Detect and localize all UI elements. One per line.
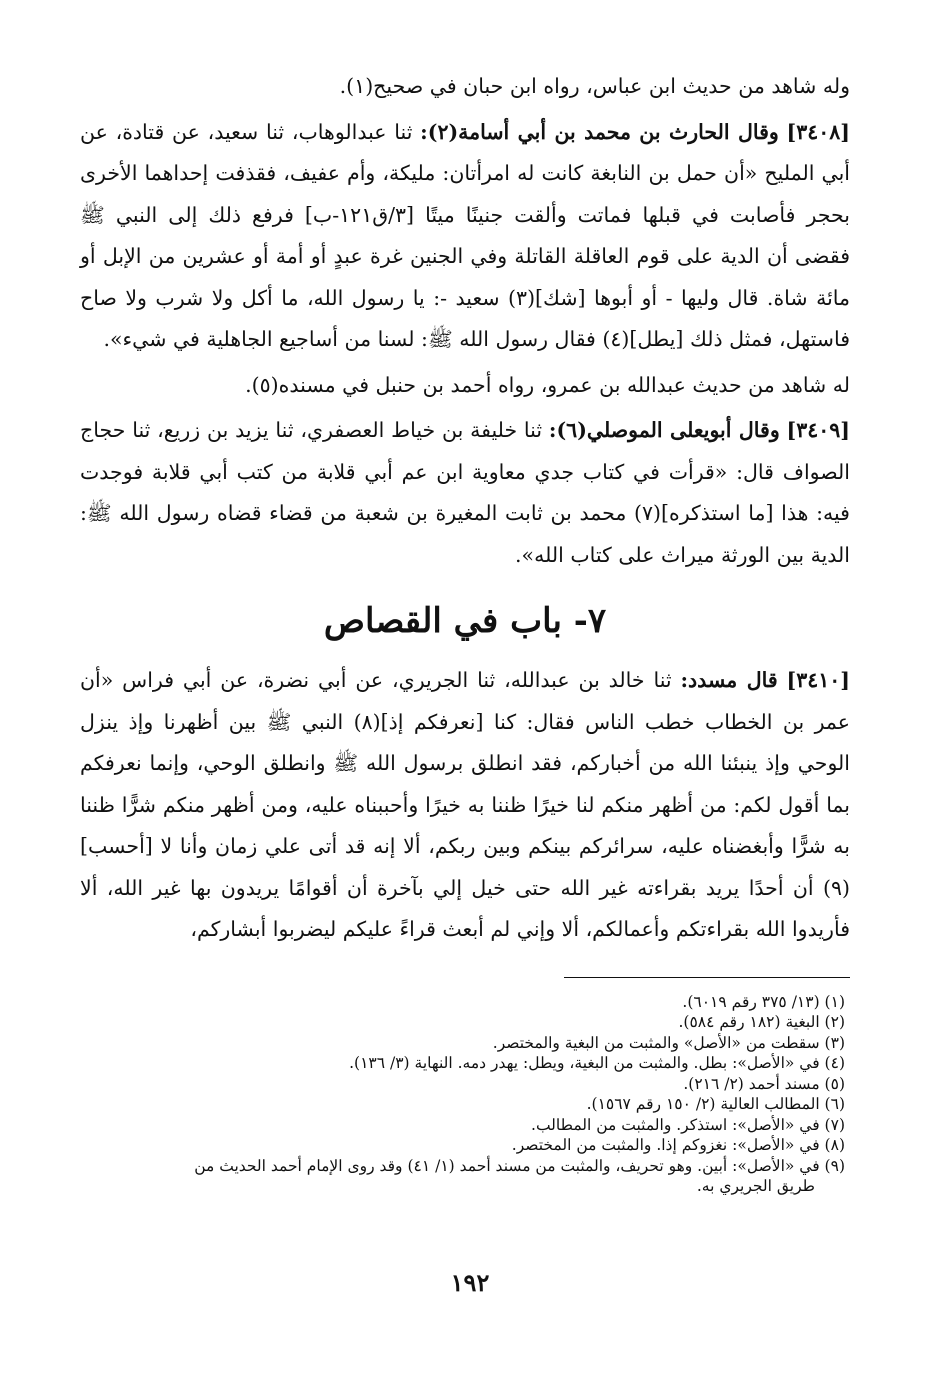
hadith-number: [٣٤٠٨]	[786, 119, 850, 144]
footnotes	[80, 992, 850, 1197]
footnote-6: (٦) المطالب العالية (٢/ ١٥٠ رقم ١٥٦٧).	[586, 1095, 845, 1113]
footnote-9: (٩) في «الأصل»: أبين. وهو تحريف، والمثبت من مسند أحمد (١/ ٤١) وقد روى الإمام أحمد الحديث من	[194, 1156, 845, 1175]
chapter-title: ٧- باب في القصاص	[323, 601, 607, 641]
footnote-8: (٨) في «الأصل»: نغزوكم إذا. والمثبت من المختصر.	[511, 1136, 845, 1154]
footnote-1: (١) (١٣/ ٣٧٥ رقم ٦٠١٩).	[682, 992, 845, 1011]
footnote-5: (٥) مسند أحمد (٢/ ٢١٦).	[683, 1074, 845, 1093]
footnote-7: (٧) في «الأصل»: استذكر. والمثبت من المطالب.	[531, 1115, 845, 1134]
witness-note-2: له شاهد من حديث عبدالله بن عمرو، رواه أحمد بن حنبل في مسنده(٥).	[245, 372, 850, 397]
hadith-narrator: وقال أبويعلى الموصلي(٦):	[548, 418, 780, 442]
hadith-narrator: قال مسدد:	[680, 668, 778, 692]
witness-note-1: وله شاهد من حديث ابن عباس، رواه ابن حبان في صحيح(١).	[339, 74, 850, 98]
hadith-text: ثنا خليفة بن خياط العصفري، ثنا يزيد بن زريع، ثنا حجاج الصواف قال: «قرأت في كتاب جدي معاوية ابن عم أبي قلابة من كتب أبي قلابة فوجدت فيه: هذا [ما استذكره](٧) محمد بن ثابت المغيرة بن شعبة من قضاء قضاه رسول الله ﷺ: الدية بين الورثة ميراث على كتاب الله».	[80, 418, 850, 567]
hadith-number: [٣٤١٠]	[786, 668, 850, 692]
footnote-4: (٤) في «الأصل»: بطل. والمثبت من البغية، ويطل: يهدر دمه. النهاية (٣/ ١٣٦).	[349, 1054, 845, 1072]
footnote-9-continuation: طريق الجريري به.	[696, 1177, 815, 1195]
hadith-3409	[80, 410, 850, 576]
footnote-divider	[564, 977, 850, 978]
hadith-text: ثنا خالد بن عبدالله، ثنا الجريري، عن أبي نضرة، عن أبي فراس «أن عمر بن الخطاب خطب الناس فقال: كنا [نعرفكم إذ](٨) النبي ﷺ بين أظهرنا وإذ ينزل الوحي وإذ ينبئنا الله من أخباركم، فقد انطلق برسول الله ﷺ وانطلق الوحي، وإنما نعرفكم بما أقول لكم: من أظهر منكم لنا خيرًا ظننا به خيرًا وأحببناه عليه، ومن أظهر منكم شرًّا ظننا به شرًّا وأبغضناه عليه، سرائركم بينكم وبين ربكم، ألا إنه قد أتى علي زمان وأنا لا [أحسب](٩) أن أحدًا يريد بقراءته غير الله حتى خيل إلي بآخرة أن أقوامًا يريدون بها غير الله، ألا فأريدوا الله بقراءتكم وأعمالكم، ألا وإني لم أبعث قراءً عليكم ليضربوا أبشاركم،	[80, 668, 850, 941]
hadith-narrator: وقال الحارث بن محمد بن أبي أسامة(٢):	[420, 119, 779, 144]
footnote-3: (٣) سقطت من «الأصل» والمثبت من البغية والمختصر.	[492, 1033, 845, 1052]
hadith-text: ثنا عبدالوهاب، ثنا سعيد، عن قتادة، عن أبي المليح «أن حمل بن النابغة كانت له امرأتان: مليكة، وأم عفيف، فقذفت إحداهما الأخرى بحجر فأصابت في قبلها فماتت وألقت جنينًا ميتًا [٣/ق١٢١-ب] فرفع ذلك إلى النبي ﷺ فقضى أن الدية على قوم العاقلة القاتلة وفي الجنين غرة عبدٍ أو أمة أو عشرين من الإبل أو مائة شاة. قال وليها - أو أبوها [شك](٣) سعيد -: يا رسول الله، ما أكل ولا شرب ولا صاح فاستهل، فمثل ذلك [يطل](٤) فقال رسول الله ﷺ: لسنا من أساجيع الجاهلية في شيء».	[80, 119, 851, 351]
hadith-3410	[80, 660, 850, 951]
hadith-number: [٣٤٠٩]	[786, 418, 850, 442]
footnote-2: (٢) البغية (١٨٢ رقم ٥٨٤).	[678, 1013, 845, 1031]
hadith-3408	[80, 112, 850, 361]
page-number: ١٩٢	[450, 1268, 490, 1297]
page-content	[80, 66, 850, 1197]
